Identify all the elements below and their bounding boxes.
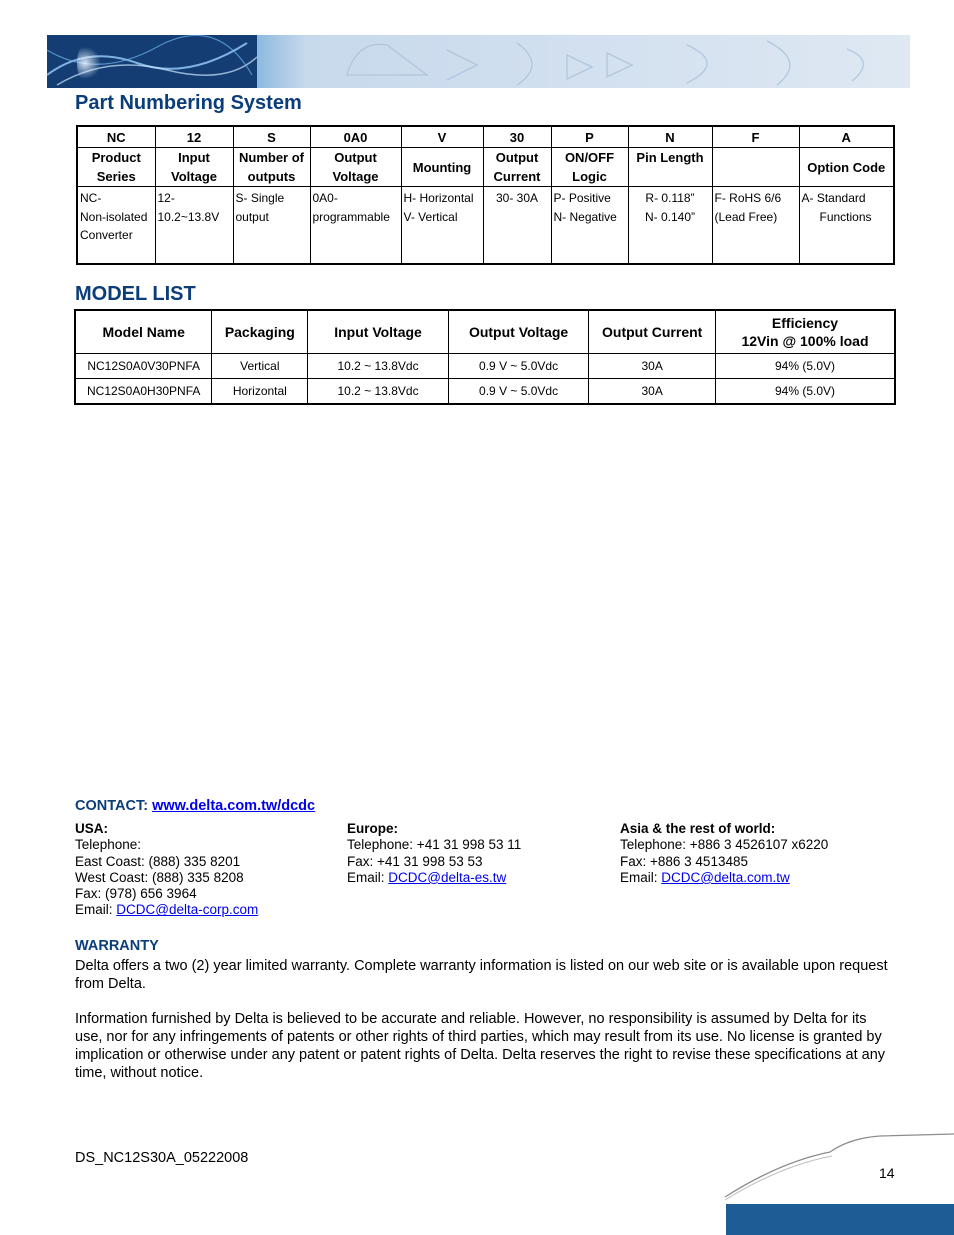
column-header: Model Name: [75, 310, 212, 354]
email-label: Email:: [75, 902, 113, 918]
column-header: Input Voltage: [308, 310, 449, 354]
europe-line: Telephone: +41 31 998 53 11: [347, 837, 522, 853]
part-field-description-cell: [551, 187, 628, 265]
part-field-description-line: 12-: [157, 191, 175, 205]
part-field-description-line: N- Negative: [553, 209, 617, 224]
part-field-description-line: 10.2~13.8V: [157, 209, 220, 224]
usa-line: Telephone:: [75, 837, 142, 853]
part-field-description-line: output: [235, 209, 269, 224]
table-cell: 30A: [589, 379, 716, 405]
part-code-cell: NC: [77, 126, 155, 148]
europe-email-link[interactable]: DCDC@delta-es.tw: [388, 869, 507, 885]
part-field-description-row: [77, 187, 894, 265]
part-field-name-line: Current: [493, 169, 541, 184]
part-field-name-line: Product: [91, 150, 141, 165]
part-field-name-line: Logic: [572, 169, 607, 184]
table-cell: Horizontal: [212, 379, 308, 405]
part-code-cell: P: [551, 126, 628, 148]
part-field-name-line: Output: [334, 150, 377, 165]
part-field-name-line: Input: [178, 150, 210, 165]
contact-asia: [620, 821, 828, 886]
table-cell: NC12S0A0H30PNFA: [75, 379, 212, 405]
europe-heading: Europe:: [347, 821, 399, 836]
part-field-description-cell: [712, 187, 799, 265]
part-field-name-cell: [401, 148, 483, 187]
part-field-description-cell: [310, 187, 401, 265]
part-field-name-line: outputs: [247, 169, 296, 184]
part-field-name-cell: [483, 148, 551, 187]
part-numbering-table: [76, 125, 895, 265]
part-code-row: [77, 126, 894, 148]
usa-line: East Coast: (888) 335 8201: [75, 853, 241, 869]
email-label: Email:: [347, 869, 385, 885]
part-field-description-cell: [799, 187, 894, 265]
part-field-name-line: Option Code: [807, 159, 886, 175]
europe-email-line: [347, 870, 521, 886]
table-cell: 0.9 V ~ 5.0Vdc: [448, 379, 589, 405]
part-field-name-line: Number of: [239, 150, 304, 165]
part-field-description-line: N- 0.140”: [644, 209, 696, 224]
part-field-description-cell: [401, 187, 483, 265]
efficiency-header-label: Efficiency: [771, 315, 839, 331]
page-number: 14: [879, 1165, 895, 1181]
part-numbering-title: Part Numbering System: [75, 92, 302, 114]
part-field-description-line: Converter: [80, 228, 133, 242]
table-row: [75, 379, 895, 405]
part-field-description-line: 30- 30A: [495, 191, 539, 205]
part-field-name-line: Voltage: [332, 169, 379, 184]
part-field-description-cell: [628, 187, 712, 265]
asia-email-link[interactable]: DCDC@delta.com.tw: [661, 869, 790, 885]
part-field-description-line: V- Vertical: [403, 209, 458, 224]
table-row: [75, 354, 895, 379]
part-field-name-cell: [628, 148, 712, 187]
table-cell: Vertical: [212, 354, 308, 379]
part-code-cell: 0A0: [310, 126, 401, 148]
table-cell: NC12S0A0V30PNFA: [75, 354, 212, 379]
part-field-description-line: (Lead Free): [714, 209, 778, 224]
part-field-description-cell: [233, 187, 310, 265]
footer-corner-graphic: [720, 1132, 954, 1235]
part-field-description-line: A- Standard: [801, 191, 866, 205]
warranty-heading: WARRANTY: [75, 938, 159, 954]
efficiency-header-sublabel: 12Vin @ 100% load: [741, 333, 869, 349]
column-header-efficiency: [715, 310, 895, 354]
column-header: Output Current: [589, 310, 716, 354]
email-label: Email:: [620, 869, 658, 885]
part-code-cell: N: [628, 126, 712, 148]
header-banner-graphic: [47, 35, 910, 88]
contact-heading: [75, 798, 315, 814]
model-list-header-row: [75, 310, 895, 354]
usa-email-line: [75, 902, 258, 918]
part-code-cell: A: [799, 126, 894, 148]
part-field-description-line: Non-isolated: [80, 209, 148, 224]
asia-line: Fax: +886 3 4513485: [620, 853, 748, 869]
disclaimer-paragraph: Information furnished by Delta is believed to be accurate and reliable. However, no responsibility is assumed by Delta for its use, nor for any infringements of patents or other rights of third parties, which may result from its use. No license is granted by implication or otherwise under any patent or patent rights of Delta. Delta reserves the right to revise these specifications at any time, without notice.: [75, 1011, 886, 1081]
part-code-cell: 30: [483, 126, 551, 148]
part-field-description-line: NC-: [80, 191, 102, 205]
table-cell: 94% (5.0V): [715, 379, 895, 405]
part-field-name-cell: [712, 148, 799, 187]
column-header: Packaging: [212, 310, 308, 354]
part-field-description-line: P- Positive: [553, 191, 611, 205]
part-code-cell: F: [712, 126, 799, 148]
table-cell: 0.9 V ~ 5.0Vdc: [448, 354, 589, 379]
part-field-description-line: S- Single: [235, 191, 285, 205]
part-field-name-cell: [233, 148, 310, 187]
contact-label: CONTACT:: [75, 798, 149, 814]
part-field-name-cell: [77, 148, 155, 187]
part-field-description-cell: [77, 187, 155, 265]
contact-usa: [75, 821, 258, 919]
part-field-description-line: 0A0-: [312, 191, 338, 205]
part-field-description-line: programmable: [312, 209, 390, 224]
table-cell: 10.2 ~ 13.8Vdc: [308, 354, 449, 379]
asia-line: Telephone: +886 3 4526107 x6220: [620, 837, 829, 853]
part-field-name-row: [77, 148, 894, 187]
part-field-description-line: H- Horizontal: [403, 191, 474, 205]
part-field-name-cell: [799, 148, 894, 187]
part-field-name-line: Series: [96, 169, 136, 184]
usa-line: Fax: (978) 656 3964: [75, 886, 197, 902]
table-cell: 10.2 ~ 13.8Vdc: [308, 379, 449, 405]
warranty-paragraph: Delta offers a two (2) year limited warranty. Complete warranty information is listed on our web site or is available upon request from Delta.: [75, 958, 888, 992]
table-cell: 94% (5.0V): [715, 354, 895, 379]
part-field-description-cell: [483, 187, 551, 265]
contact-website-link[interactable]: www.delta.com.tw/dcdc: [152, 798, 316, 814]
part-field-description-line: R- 0.118”: [645, 191, 695, 205]
part-field-name-line: Pin Length: [636, 150, 704, 165]
part-field-description-line: Functions: [819, 209, 872, 224]
part-field-name-line: Output: [495, 150, 539, 165]
model-list-table: [74, 309, 896, 405]
part-field-name-line: ON/OFF: [564, 150, 615, 165]
model-list-title: MODEL LIST: [75, 283, 196, 305]
asia-heading: Asia & the rest of world:: [620, 821, 776, 836]
part-field-name-line: Mounting: [412, 159, 472, 175]
column-header: Output Voltage: [448, 310, 589, 354]
part-field-description-cell: [155, 187, 233, 265]
asia-email-line: [620, 870, 828, 886]
contact-europe: [347, 821, 521, 886]
usa-line: West Coast: (888) 335 8208: [75, 869, 244, 885]
part-field-description-line: F- RoHS 6/6: [714, 191, 782, 205]
part-field-name-cell: [310, 148, 401, 187]
part-code-cell: S: [233, 126, 310, 148]
table-cell: 30A: [589, 354, 716, 379]
part-field-name-line: Voltage: [171, 169, 217, 184]
part-code-cell: 12: [155, 126, 233, 148]
usa-email-link[interactable]: DCDC@delta-corp.com: [116, 902, 259, 918]
header-banner: [47, 35, 910, 88]
usa-heading: USA:: [75, 821, 108, 836]
part-code-cell: V: [401, 126, 483, 148]
document-id: DS_NC12S30A_05222008: [75, 1150, 249, 1166]
part-field-name-cell: [155, 148, 233, 187]
europe-line: Fax: +41 31 998 53 53: [347, 853, 483, 869]
part-field-name-cell: [551, 148, 628, 187]
